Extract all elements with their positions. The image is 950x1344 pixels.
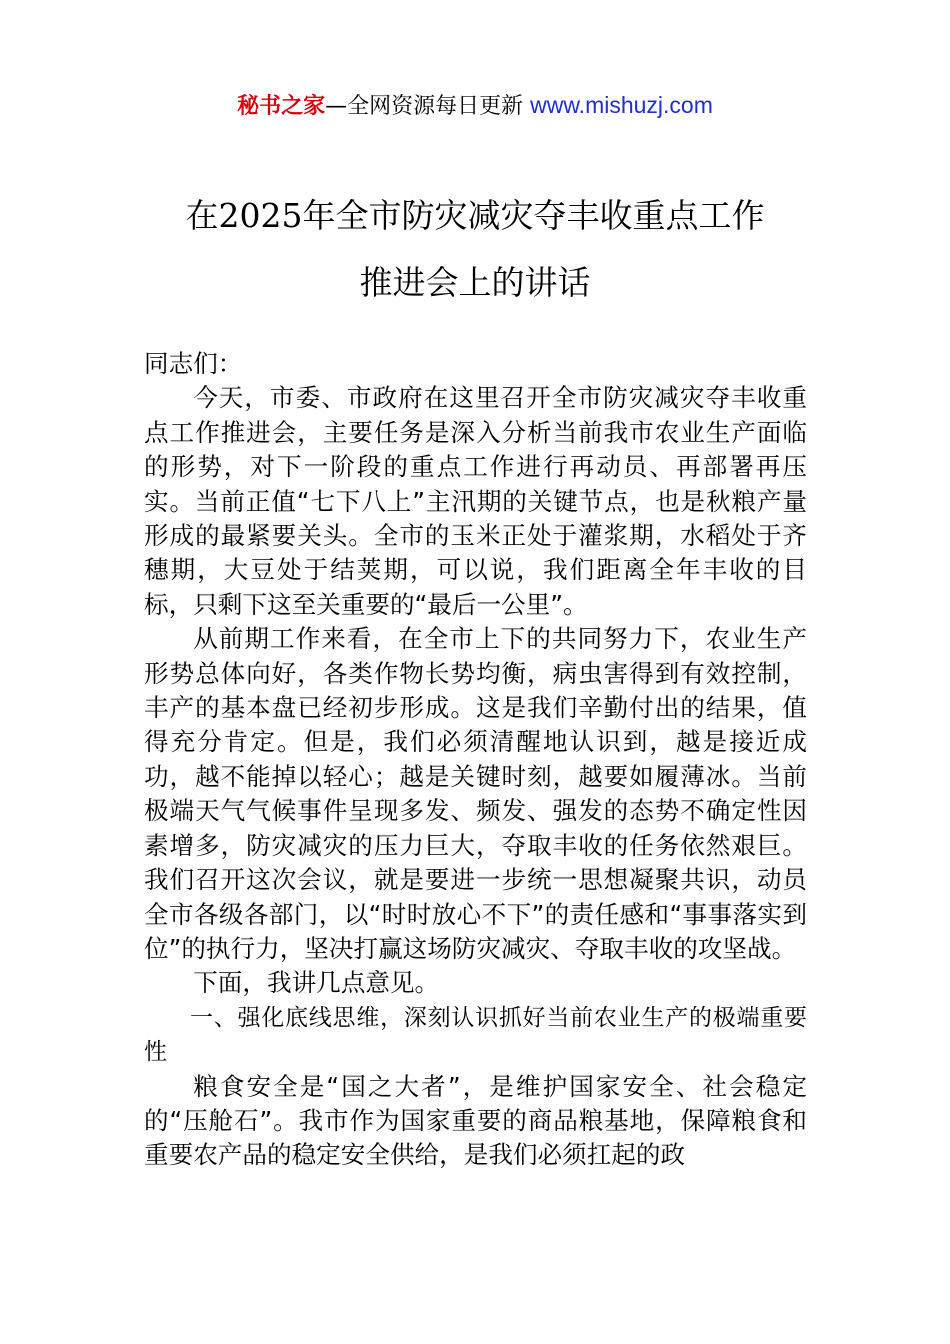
site-header	[0, 88, 950, 124]
salutation: 同志们：	[144, 349, 243, 378]
body-paragraph: 下面，我讲几点意见。	[193, 968, 440, 998]
brand-name: 秘书之家	[237, 94, 326, 119]
document-title	[100, 182, 850, 316]
header-slogan: —全网资源每日更新	[325, 94, 524, 119]
document-body	[144, 347, 807, 1173]
body-paragraph: 粮食安全是“国之大者”，是维护国家安全、社会稳定的“压舱石”。我市作为国家重要的商品粮基地，保障粮食和重要农产品的稳定安全供给，是我们必须扛起的政	[144, 1071, 807, 1170]
title-line-2: 推进会上的讲话	[359, 263, 591, 302]
section-heading: 一、强化底线思维，深刻认识抓好当前农业生产的极端重要性	[144, 1004, 807, 1066]
body-paragraph: 从前期工作来看，在全市上下的共同努力下，农业生产形势总体向好，各类作物长势均衡，病虫害得到有效控制，丰产的基本盘已经初步形成。这是我们辛勤付出的结果，值得充分肯定。但是，我们必须清醒地认识到，越是接近成功，越不能掉以轻心；越是关键时刻，越要如履薄冰。当前极端天气气候事件呈现多发、频发、强发的态势不确定性因素增多，防灾减灾的压力巨大，夺取丰收的任务依然艰巨。我们召开这次会议，就是要进一步统一思想凝聚共识，动员全市各级各部门，以“时时放心不下”的责任感和“事事落实到位”的执行力，坚决打赢这场防灾减灾、夺取丰收的攻坚战。	[144, 624, 807, 963]
site-url-link[interactable]: www.mishuzj.com	[530, 92, 713, 118]
body-paragraph: 今天，市委、市政府在这里召开全市防灾减灾夺丰收重点工作推进会，主要任务是深入分析当前我市农业生产面临的形势，对下一阶段的重点工作进行再动员、再部署再压实。当前正值“七下八上”主汛期的关键节点，也是秋粮产量形成的最紧要关头。全市的玉米正处于灌浆期，水稻处于齐穗期，大豆处于结荚期，可以说，我们距离全年丰收的目标，只剩下这至关重要的“最后一公里”。	[144, 383, 807, 619]
title-line-1: 在2025年全市防灾减灾夺丰收重点工作	[185, 196, 765, 235]
